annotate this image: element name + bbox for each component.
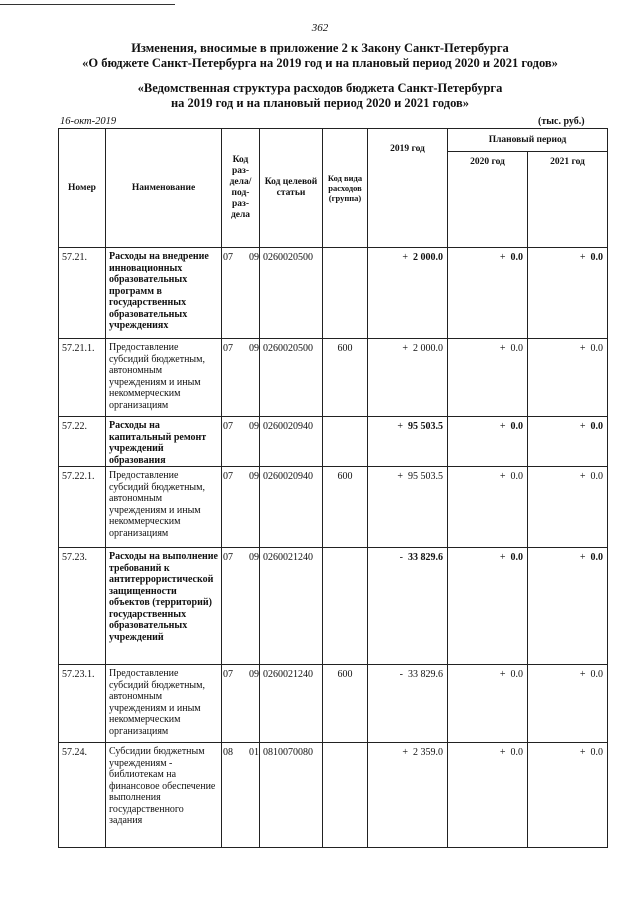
row-value-2019 [368, 548, 448, 665]
row-target-code: 0260020940 [260, 417, 323, 467]
sign: + [499, 747, 506, 758]
sign: + [402, 343, 408, 354]
row-expense-type: 600 [323, 665, 368, 743]
row-name: Расходы на выполнение требований к антитеррористической защищенности объектов (территорий) государственных образовательных учреждений [106, 548, 222, 665]
amount: 0.0 [510, 669, 523, 680]
row-name: Расходы на капитальный ремонт учреждений образования [106, 417, 222, 467]
subsection-code: 01 [249, 747, 259, 758]
row-name: Предоставление субсидий бюджетным, автономным учреждениям и иным некоммерческим организациям [106, 665, 222, 743]
col-section-header: Код раз- дела/ под- раз- дела [222, 129, 260, 248]
section-code: 07 [223, 343, 233, 354]
row-number: 57.21. [59, 248, 106, 339]
row-target-code: 0260021240 [260, 548, 323, 665]
sign: + [499, 552, 506, 563]
table-row [59, 665, 608, 743]
table-row [59, 743, 608, 848]
sign: - [399, 552, 403, 563]
amount: 33 829.6 [408, 552, 443, 563]
sign: + [402, 747, 408, 758]
amount: 0.0 [590, 421, 603, 432]
row-name: Предоставление субсидий бюджетным, автономным учреждениям и иным некоммерческим организациям [106, 467, 222, 548]
sign: + [499, 669, 506, 680]
amount: 2 000.0 [413, 343, 443, 354]
row-expense-type [323, 548, 368, 665]
amount: 0.0 [510, 552, 523, 563]
col-2019-header: 2019 год [368, 129, 448, 248]
row-number: 57.23. [59, 548, 106, 665]
row-value-2019 [368, 467, 448, 548]
sign: + [579, 252, 586, 263]
heading-line: на 2019 год и на плановый период 2020 и 2021 годов» [170, 96, 470, 110]
row-value-2019 [368, 248, 448, 339]
row-value-2021 [528, 743, 608, 848]
budget-table [58, 128, 608, 848]
amount: 95 503.5 [408, 421, 443, 432]
subsection-code: 09 [249, 252, 259, 263]
row-value-2021 [528, 665, 608, 743]
amount: 0.0 [510, 252, 523, 263]
row-value-2021 [528, 417, 608, 467]
sign: + [499, 343, 506, 354]
sign: - [399, 669, 403, 680]
table-row [59, 467, 608, 548]
section-code: 07 [223, 421, 233, 432]
col-expense-type-header: Код вида расходов (группа) [323, 129, 368, 248]
row-number: 57.24. [59, 743, 106, 848]
amount: 95 503.5 [408, 471, 443, 482]
row-section-code [222, 248, 260, 339]
amount: 2 000.0 [413, 252, 443, 263]
row-value-2020 [448, 548, 528, 665]
sign: + [397, 471, 403, 482]
row-value-2019 [368, 417, 448, 467]
row-section-code [222, 743, 260, 848]
table-heading [0, 81, 640, 111]
amount: 0.0 [590, 747, 603, 758]
sign: + [579, 747, 586, 758]
section-code: 07 [223, 252, 233, 263]
sign: + [397, 421, 403, 432]
row-value-2021 [528, 339, 608, 417]
col-2020-header: 2020 год [448, 152, 528, 248]
section-code: 07 [223, 552, 233, 563]
subsection-code: 09 [249, 343, 259, 354]
amount: 0.0 [510, 421, 523, 432]
table-row [59, 339, 608, 417]
amount: 0.0 [510, 747, 523, 758]
row-section-code [222, 339, 260, 417]
row-value-2021 [528, 248, 608, 339]
heading-line: «Ведомственная структура расходов бюджета Санкт-Петербурга [137, 81, 503, 95]
amount: 0.0 [590, 669, 603, 680]
row-value-2020 [448, 665, 528, 743]
top-rule [0, 4, 175, 5]
subsection-code: 09 [249, 421, 259, 432]
sign: + [579, 552, 586, 563]
sign: + [579, 343, 586, 354]
col-2021-header: 2021 год [528, 152, 608, 248]
row-section-code [222, 417, 260, 467]
section-code: 08 [223, 747, 233, 758]
row-target-code: 0260021240 [260, 665, 323, 743]
row-section-code [222, 665, 260, 743]
document-heading [0, 41, 640, 71]
row-value-2019 [368, 743, 448, 848]
sign: + [499, 252, 506, 263]
col-name-header: Наименование [106, 129, 222, 248]
row-target-code: 0260020500 [260, 339, 323, 417]
amount: 0.0 [590, 343, 603, 354]
subsection-code: 09 [249, 669, 259, 680]
row-target-code: 0260020500 [260, 248, 323, 339]
page-number: 362 [311, 22, 329, 34]
row-section-code [222, 548, 260, 665]
table-row [59, 548, 608, 665]
sign: + [579, 669, 586, 680]
table-row [59, 417, 608, 467]
row-value-2019 [368, 339, 448, 417]
heading-line: Изменения, вносимые в приложение 2 к Закону Санкт-Петербурга [131, 41, 509, 55]
row-value-2020 [448, 417, 528, 467]
sign: + [499, 421, 506, 432]
section-code: 07 [223, 471, 233, 482]
row-value-2021 [528, 467, 608, 548]
row-value-2019 [368, 665, 448, 743]
amount: 2 359.0 [413, 747, 443, 758]
row-number: 57.21.1. [59, 339, 106, 417]
sign: + [579, 471, 586, 482]
heading-line: «О бюджете Санкт-Петербурга на 2019 год и на плановый период 2020 и 2021 годов» [82, 56, 558, 70]
row-number: 57.22. [59, 417, 106, 467]
col-number-header: Номер [59, 129, 106, 248]
amount: 0.0 [590, 552, 603, 563]
row-value-2020 [448, 743, 528, 848]
amount: 0.0 [590, 252, 603, 263]
row-name: Расходы на внедрение инновационных образовательных программ в государственных образовательных учреждениях [106, 248, 222, 339]
row-name: Субсидии бюджетным учреждениям - библиотекам на финансовое обеспечение выполнения государственного задания [106, 743, 222, 848]
row-name: Предоставление субсидий бюджетным, автономным учреждениям и иным некоммерческим организациям [106, 339, 222, 417]
row-value-2021 [528, 548, 608, 665]
amount: 0.0 [510, 343, 523, 354]
row-section-code [222, 467, 260, 548]
row-number: 57.23.1. [59, 665, 106, 743]
subsection-code: 09 [249, 552, 259, 563]
amount: 33 829.6 [408, 669, 443, 680]
row-expense-type: 600 [323, 339, 368, 417]
row-target-code: 0260020940 [260, 467, 323, 548]
sign: + [579, 421, 586, 432]
sign: + [402, 252, 408, 263]
table-row [59, 248, 608, 339]
subsection-code: 09 [249, 471, 259, 482]
row-expense-type [323, 743, 368, 848]
row-target-code: 0810070080 [260, 743, 323, 848]
row-expense-type [323, 417, 368, 467]
amount: 0.0 [590, 471, 603, 482]
row-number: 57.22.1. [59, 467, 106, 548]
document-date: 16-окт-2019 [60, 116, 117, 127]
row-value-2020 [448, 248, 528, 339]
row-expense-type: 600 [323, 467, 368, 548]
col-target-header: Код целевой статьи [260, 129, 323, 248]
row-value-2020 [448, 339, 528, 417]
planning-period-header: Плановый период [448, 129, 608, 152]
row-expense-type [323, 248, 368, 339]
units-label: (тыс. руб.) [538, 116, 585, 127]
section-code: 07 [223, 669, 233, 680]
sign: + [499, 471, 506, 482]
row-value-2020 [448, 467, 528, 548]
amount: 0.0 [510, 471, 523, 482]
